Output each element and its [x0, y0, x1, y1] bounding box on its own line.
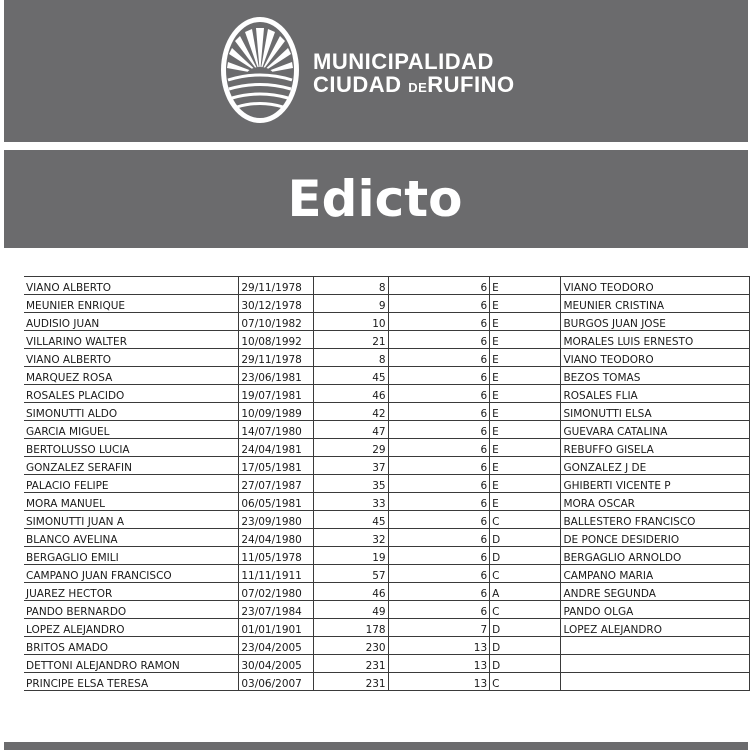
- cell-block: 6: [388, 331, 490, 349]
- cell-number: 29: [314, 439, 389, 457]
- cell-date: 29/11/1978: [239, 349, 314, 367]
- cell-section: D: [490, 655, 561, 673]
- cell-name: AUDISIO JUAN: [24, 313, 239, 331]
- cell-number: 45: [314, 367, 389, 385]
- table-row: [24, 349, 750, 367]
- cell-date: 11/11/1911: [239, 565, 314, 583]
- table-row: [24, 493, 750, 511]
- cell-name: SIMONUTTI JUAN A: [24, 511, 239, 529]
- cell-date: 14/07/1980: [239, 421, 314, 439]
- cell-owner: GUEVARA CATALINA: [561, 421, 750, 439]
- cell-name: JUAREZ HECTOR: [24, 583, 239, 601]
- cell-name: PALACIO FELIPE: [24, 475, 239, 493]
- cell-block: 6: [388, 439, 490, 457]
- cell-owner: ROSALES FLIA: [561, 385, 750, 403]
- cell-owner: CAMPANO MARIA: [561, 565, 750, 583]
- cell-block: 6: [388, 403, 490, 421]
- cell-name: VILLARINO WALTER: [24, 331, 239, 349]
- cell-block: 6: [388, 583, 490, 601]
- table-row: [24, 475, 750, 493]
- cell-section: A: [490, 583, 561, 601]
- cell-block: 13: [388, 655, 490, 673]
- cell-owner: DE PONCE DESIDERIO: [561, 529, 750, 547]
- table-row: [24, 511, 750, 529]
- table-row: [24, 673, 750, 691]
- cell-name: BLANCO AVELINA: [24, 529, 239, 547]
- cell-date: 23/07/1984: [239, 601, 314, 619]
- cell-number: 178: [314, 619, 389, 637]
- cell-name: GONZALEZ SERAFIN: [24, 457, 239, 475]
- cell-section: C: [490, 565, 561, 583]
- cell-name: ROSALES PLACIDO: [24, 385, 239, 403]
- cell-name: DETTONI ALEJANDRO RAMON: [24, 655, 239, 673]
- table-row: [24, 637, 750, 655]
- cell-date: 06/05/1981: [239, 493, 314, 511]
- table-row: [24, 457, 750, 475]
- table-row: [24, 277, 750, 295]
- brand-word-ciudad: CIUDAD: [313, 72, 402, 97]
- edict-table: [24, 276, 750, 691]
- cell-name: LOPEZ ALEJANDRO: [24, 619, 239, 637]
- cell-owner: MEUNIER CRISTINA: [561, 295, 750, 313]
- cell-number: 32: [314, 529, 389, 547]
- cell-section: C: [490, 601, 561, 619]
- table-row: [24, 439, 750, 457]
- cell-date: 24/04/1981: [239, 439, 314, 457]
- cell-block: 6: [388, 457, 490, 475]
- table-row: [24, 385, 750, 403]
- cell-section: E: [490, 403, 561, 421]
- cell-section: E: [490, 313, 561, 331]
- table-row: [24, 331, 750, 349]
- cell-date: 30/04/2005: [239, 655, 314, 673]
- cell-number: 10: [314, 313, 389, 331]
- table-row: [24, 583, 750, 601]
- cell-number: 47: [314, 421, 389, 439]
- cell-number: 231: [314, 655, 389, 673]
- cell-date: 24/04/1980: [239, 529, 314, 547]
- cell-date: 29/11/1978: [239, 277, 314, 295]
- cell-number: 45: [314, 511, 389, 529]
- cell-date: 11/05/1978: [239, 547, 314, 565]
- cell-date: 23/09/1980: [239, 511, 314, 529]
- cell-date: 17/05/1981: [239, 457, 314, 475]
- cell-block: 6: [388, 565, 490, 583]
- cell-number: 231: [314, 673, 389, 691]
- table-row: [24, 655, 750, 673]
- cell-name: MORA MANUEL: [24, 493, 239, 511]
- cell-block: 6: [388, 547, 490, 565]
- cell-block: 6: [388, 421, 490, 439]
- cell-section: E: [490, 421, 561, 439]
- table-row: [24, 601, 750, 619]
- cell-date: 23/06/1981: [239, 367, 314, 385]
- brand-line-1: MUNICIPALIDAD: [313, 49, 494, 74]
- cell-name: VIANO ALBERTO: [24, 349, 239, 367]
- cell-number: 49: [314, 601, 389, 619]
- cell-section: C: [490, 673, 561, 691]
- cell-date: 01/01/1901: [239, 619, 314, 637]
- cell-block: 13: [388, 673, 490, 691]
- cell-block: 6: [388, 511, 490, 529]
- municipal-seal-logo: [218, 14, 302, 126]
- cell-section: E: [490, 331, 561, 349]
- cell-owner: PANDO OLGA: [561, 601, 750, 619]
- brand-wordmark: [313, 50, 515, 99]
- table-row: [24, 547, 750, 565]
- table-row: [24, 529, 750, 547]
- cell-owner: [561, 637, 750, 655]
- cell-date: 03/06/2007: [239, 673, 314, 691]
- cell-date: 27/07/1987: [239, 475, 314, 493]
- cell-owner: GONZALEZ J DE: [561, 457, 750, 475]
- cell-name: CAMPANO JUAN FRANCISCO: [24, 565, 239, 583]
- cell-number: 21: [314, 331, 389, 349]
- table-row: [24, 403, 750, 421]
- cell-name: SIMONUTTI ALDO: [24, 403, 239, 421]
- cell-number: 42: [314, 403, 389, 421]
- cell-owner: LOPEZ ALEJANDRO: [561, 619, 750, 637]
- page-title: Edicto: [287, 170, 463, 228]
- cell-number: 33: [314, 493, 389, 511]
- cell-date: 07/10/1982: [239, 313, 314, 331]
- cell-name: MEUNIER ENRIQUE: [24, 295, 239, 313]
- brand-word-rufino: RUFINO: [427, 72, 515, 97]
- cell-section: C: [490, 511, 561, 529]
- cell-number: 57: [314, 565, 389, 583]
- cell-date: 30/12/1978: [239, 295, 314, 313]
- cell-name: BERGAGLIO EMILI: [24, 547, 239, 565]
- cell-section: E: [490, 277, 561, 295]
- cell-section: E: [490, 349, 561, 367]
- cell-block: 6: [388, 277, 490, 295]
- cell-number: 8: [314, 277, 389, 295]
- cell-block: 6: [388, 493, 490, 511]
- cell-date: 10/08/1992: [239, 331, 314, 349]
- cell-owner: VIANO TEODORO: [561, 277, 750, 295]
- cell-section: D: [490, 529, 561, 547]
- cell-name: BRITOS AMADO: [24, 637, 239, 655]
- cell-date: 19/07/1981: [239, 385, 314, 403]
- cell-owner: MORALES LUIS ERNESTO: [561, 331, 750, 349]
- cell-section: D: [490, 547, 561, 565]
- cell-section: D: [490, 619, 561, 637]
- cell-owner: BURGOS JUAN JOSE: [561, 313, 750, 331]
- cell-section: E: [490, 475, 561, 493]
- cell-owner: MORA OSCAR: [561, 493, 750, 511]
- cell-owner: SIMONUTTI ELSA: [561, 403, 750, 421]
- cell-block: 6: [388, 529, 490, 547]
- cell-name: MARQUEZ ROSA: [24, 367, 239, 385]
- cell-block: 6: [388, 349, 490, 367]
- cell-section: D: [490, 637, 561, 655]
- cell-block: 7: [388, 619, 490, 637]
- cell-section: E: [490, 367, 561, 385]
- cell-name: PRINCIPE ELSA TERESA: [24, 673, 239, 691]
- cell-section: E: [490, 385, 561, 403]
- table-row: [24, 421, 750, 439]
- cell-owner: VIANO TEODORO: [561, 349, 750, 367]
- cell-owner: [561, 673, 750, 691]
- table-row: [24, 367, 750, 385]
- table-row: [24, 619, 750, 637]
- cell-block: 6: [388, 295, 490, 313]
- cell-owner: BERGAGLIO ARNOLDO: [561, 547, 750, 565]
- table-row: [24, 295, 750, 313]
- cell-section: E: [490, 493, 561, 511]
- cell-block: 6: [388, 601, 490, 619]
- cell-block: 6: [388, 367, 490, 385]
- cell-owner: BALLESTERO FRANCISCO: [561, 511, 750, 529]
- cell-block: 13: [388, 637, 490, 655]
- cell-date: 23/04/2005: [239, 637, 314, 655]
- cell-section: E: [490, 439, 561, 457]
- cell-number: 19: [314, 547, 389, 565]
- table-row: [24, 565, 750, 583]
- cell-owner: ANDRE SEGUNDA: [561, 583, 750, 601]
- cell-owner: GHIBERTI VICENTE P: [561, 475, 750, 493]
- cell-section: E: [490, 457, 561, 475]
- cell-number: 230: [314, 637, 389, 655]
- cell-block: 6: [388, 313, 490, 331]
- table-row: [24, 313, 750, 331]
- brand-word-de: DE: [408, 80, 428, 95]
- brand-line-2: [313, 73, 515, 99]
- footer-band: [4, 742, 748, 750]
- cell-section: E: [490, 295, 561, 313]
- cell-number: 37: [314, 457, 389, 475]
- cell-date: 10/09/1989: [239, 403, 314, 421]
- cell-number: 35: [314, 475, 389, 493]
- cell-block: 6: [388, 385, 490, 403]
- cell-owner: REBUFFO GISELA: [561, 439, 750, 457]
- cell-owner: BEZOS TOMAS: [561, 367, 750, 385]
- cell-number: 8: [314, 349, 389, 367]
- cell-owner: [561, 655, 750, 673]
- edict-table-body: [24, 277, 750, 691]
- cell-number: 46: [314, 385, 389, 403]
- cell-name: VIANO ALBERTO: [24, 277, 239, 295]
- cell-block: 6: [388, 475, 490, 493]
- cell-number: 46: [314, 583, 389, 601]
- cell-name: PANDO BERNARDO: [24, 601, 239, 619]
- cell-number: 9: [314, 295, 389, 313]
- cell-date: 07/02/1980: [239, 583, 314, 601]
- cell-name: BERTOLUSSO LUCIA: [24, 439, 239, 457]
- cell-name: GARCIA MIGUEL: [24, 421, 239, 439]
